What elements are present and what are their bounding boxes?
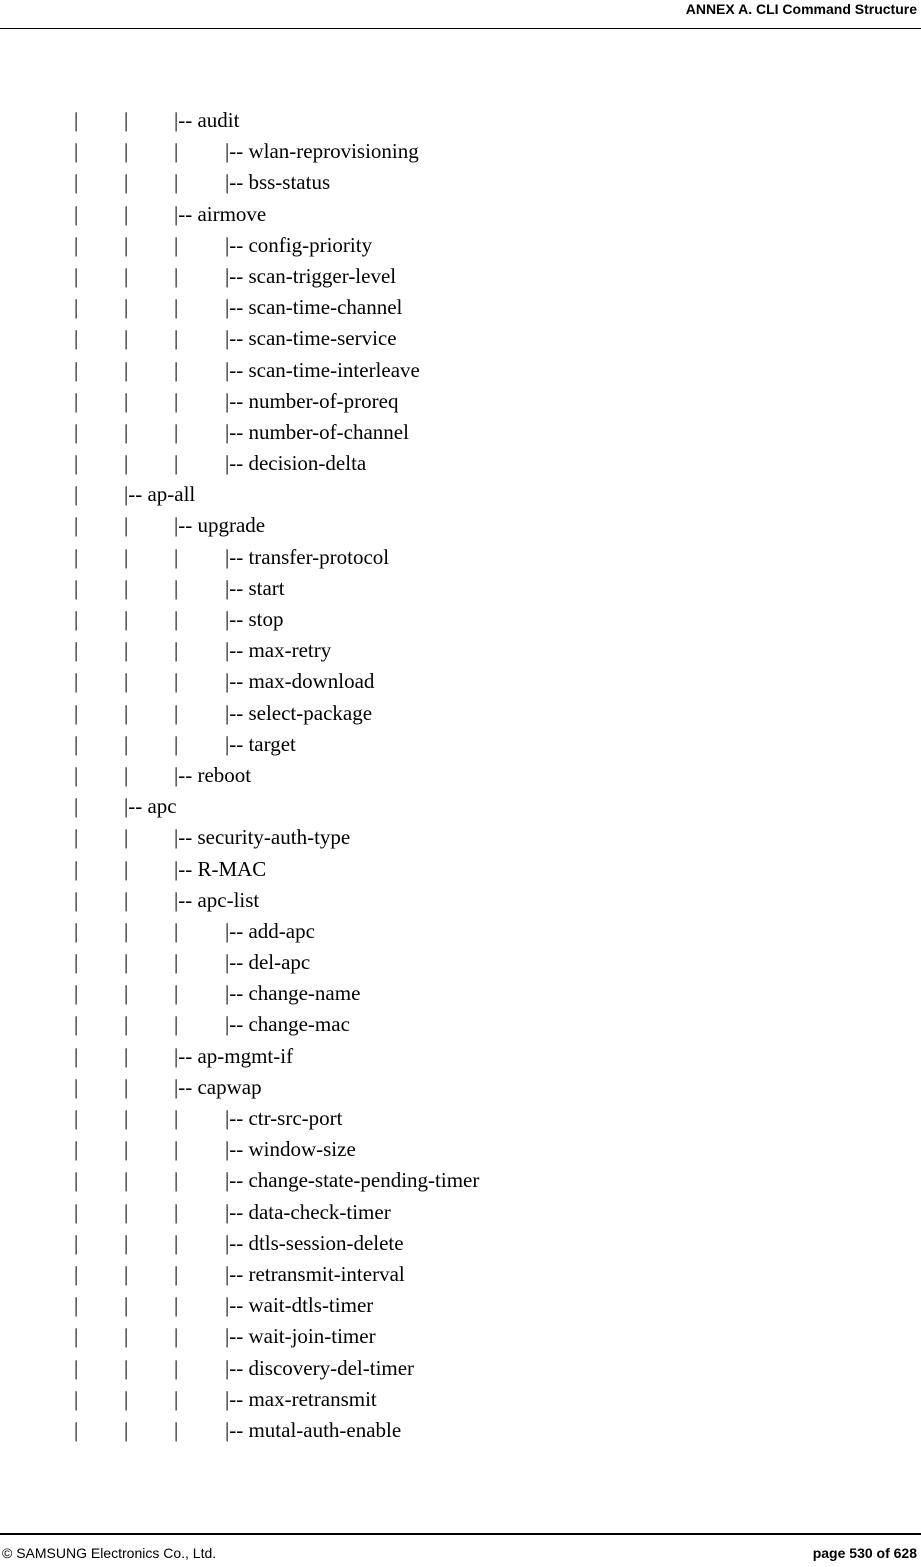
branch-prefix: |-- — [225, 357, 249, 382]
tree-guide: | — [124, 419, 129, 444]
tree-branch — [225, 136, 419, 167]
branch-prefix: |-- — [225, 295, 249, 320]
tree-line — [0, 1165, 921, 1196]
command-name: change-mac — [248, 1012, 350, 1037]
tree-guide: | — [124, 1230, 129, 1255]
tree-line — [0, 323, 921, 354]
command-name: ctr-src-port — [248, 1106, 343, 1130]
branch-prefix: |-- — [225, 1106, 249, 1130]
tree-branch — [225, 261, 396, 292]
tree-guide: | — [174, 700, 179, 725]
tree-guide: | — [124, 669, 129, 694]
tree-guide: | — [124, 607, 129, 631]
branch-prefix: |-- — [124, 482, 148, 507]
tree-guide: | — [74, 139, 79, 164]
tree-line — [0, 916, 921, 947]
branch-prefix: |-- — [225, 170, 249, 195]
tree-line — [0, 760, 921, 791]
tree-guide: | — [74, 638, 79, 663]
tree-branch — [225, 1384, 377, 1415]
tree-line — [0, 1228, 921, 1259]
tree-guide: | — [124, 1417, 129, 1442]
tree-line — [0, 822, 921, 853]
tree-line — [0, 604, 921, 635]
tree-branch — [225, 230, 372, 261]
tree-guide: | — [124, 513, 129, 538]
tree-guide: | — [174, 1230, 179, 1255]
branch-prefix: |-- — [174, 1074, 198, 1099]
tree-guide: | — [124, 762, 129, 787]
tree-line — [0, 1072, 921, 1103]
branch-prefix: |-- — [225, 419, 249, 444]
tree-guide: | — [174, 388, 179, 413]
command-name: mutal-auth-enable — [248, 1417, 402, 1442]
tree-branch — [225, 355, 420, 386]
tree-guide: | — [74, 1012, 79, 1037]
tree-line — [0, 448, 921, 479]
command-name: apc-list — [197, 887, 260, 912]
branch-prefix: |-- — [174, 513, 198, 538]
tree-line — [0, 1259, 921, 1290]
tree-branch — [225, 386, 398, 417]
tree-branch — [225, 604, 283, 635]
tree-guide: | — [74, 1324, 79, 1349]
tree-line — [0, 729, 921, 760]
branch-prefix: |-- — [225, 575, 249, 600]
command-name: discovery-del-timer — [248, 1355, 415, 1380]
tree-guide: | — [74, 1293, 79, 1318]
branch-prefix: |-- — [225, 1168, 249, 1193]
tree-guide: | — [124, 139, 129, 164]
tree-guide: | — [74, 1043, 79, 1068]
branch-prefix: |-- — [174, 762, 198, 787]
tree-line — [0, 417, 921, 448]
branch-prefix: |-- — [225, 638, 249, 663]
tree-branch — [225, 323, 397, 354]
tree-guide: | — [74, 1168, 79, 1193]
tree-line — [0, 885, 921, 916]
tree-guide: | — [74, 1137, 79, 1162]
command-name: reboot — [197, 762, 252, 787]
tree-branch — [225, 947, 310, 978]
tree-guide: | — [74, 326, 79, 351]
command-name: wlan-reprovisioning — [248, 139, 419, 164]
branch-prefix: |-- — [225, 1199, 249, 1224]
tree-guide: | — [74, 1230, 79, 1255]
tree-line — [0, 1009, 921, 1040]
tree-guide: | — [124, 856, 129, 881]
command-name: airmove — [197, 201, 267, 226]
tree-branch — [225, 729, 296, 760]
tree-guide: | — [174, 263, 179, 288]
tree-guide: | — [174, 1324, 179, 1349]
branch-prefix: |-- — [225, 1012, 249, 1037]
tree-branch — [225, 635, 331, 666]
tree-line — [0, 1353, 921, 1384]
tree-guide: | — [124, 170, 129, 195]
tree-line — [0, 978, 921, 1009]
tree-guide: | — [74, 513, 79, 538]
tree-guide: | — [74, 201, 79, 226]
tree-line — [0, 1415, 921, 1446]
tree-guide: | — [74, 1199, 79, 1224]
tree-guide: | — [174, 1293, 179, 1318]
tree-guide: | — [74, 482, 79, 507]
tree-line — [0, 1290, 921, 1321]
tree-guide: | — [124, 1043, 129, 1068]
tree-guide: | — [124, 638, 129, 663]
command-name: scan-trigger-level — [248, 263, 397, 288]
tree-guide: | — [74, 232, 79, 257]
tree-guide: | — [74, 1261, 79, 1286]
command-name: select-package — [248, 700, 373, 725]
tree-guide: | — [74, 170, 79, 195]
command-name: upgrade — [197, 513, 266, 538]
tree-line — [0, 698, 921, 729]
tree-line — [0, 1134, 921, 1165]
tree-guide: | — [124, 731, 129, 756]
tree-guide: | — [174, 950, 179, 975]
branch-prefix: |-- — [225, 607, 249, 631]
command-name: scan-time-interleave — [248, 357, 420, 382]
command-name: scan-time-service — [248, 326, 397, 351]
tree-line — [0, 199, 921, 230]
command-name: number-of-proreq — [248, 388, 399, 413]
command-name: apc — [147, 794, 177, 819]
page-footer — [0, 1533, 921, 1567]
command-name: del-apc — [248, 950, 311, 975]
tree-guide: | — [124, 295, 129, 320]
tree-guide: | — [124, 825, 129, 850]
tree-branch — [225, 167, 330, 198]
tree-guide: | — [74, 1106, 79, 1130]
command-name: decision-delta — [248, 451, 367, 476]
branch-prefix: |-- — [225, 544, 249, 569]
command-name: ap-mgmt-if — [197, 1043, 294, 1068]
tree-guide: | — [174, 1168, 179, 1193]
command-name: audit — [197, 108, 240, 132]
tree-guide: | — [74, 108, 79, 132]
tree-guide: | — [74, 950, 79, 975]
tree-guide: | — [124, 326, 129, 351]
tree-branch — [174, 1072, 262, 1103]
tree-guide: | — [74, 295, 79, 320]
tree-guide: | — [124, 575, 129, 600]
tree-branch — [225, 573, 285, 604]
tree-guide: | — [124, 1074, 129, 1099]
command-name: R-MAC — [197, 856, 267, 881]
tree-branch — [225, 1197, 391, 1228]
tree-branch — [225, 1103, 342, 1134]
tree-branch — [174, 1041, 293, 1072]
tree-line — [0, 1197, 921, 1228]
tree-branch — [225, 1415, 401, 1446]
tree-guide: | — [74, 575, 79, 600]
branch-prefix: |-- — [124, 794, 148, 819]
tree-guide: | — [74, 1074, 79, 1099]
tree-guide: | — [124, 981, 129, 1006]
tree-line — [0, 854, 921, 885]
tree-guide: | — [124, 1199, 129, 1224]
command-name: wait-join-timer — [248, 1324, 376, 1349]
tree-guide: | — [74, 419, 79, 444]
tree-branch — [225, 1353, 414, 1384]
tree-line — [0, 136, 921, 167]
tree-branch — [174, 510, 265, 541]
branch-prefix: |-- — [225, 981, 249, 1006]
tree-branch — [124, 479, 195, 510]
branch-prefix: |-- — [174, 856, 198, 881]
tree-line — [0, 230, 921, 261]
tree-guide: | — [74, 451, 79, 476]
branch-prefix: |-- — [174, 201, 198, 226]
tree-guide: | — [174, 295, 179, 320]
branch-prefix: |-- — [225, 451, 249, 476]
branch-prefix: |-- — [174, 108, 198, 132]
tree-branch — [225, 916, 315, 947]
command-name: start — [248, 575, 285, 600]
tree-guide: | — [174, 170, 179, 195]
branch-prefix: |-- — [225, 669, 249, 694]
command-name: add-apc — [248, 918, 315, 943]
tree-branch — [174, 760, 251, 791]
tree-guide: | — [174, 575, 179, 600]
tree-guide: | — [174, 1417, 179, 1442]
tree-guide: | — [124, 918, 129, 943]
tree-guide: | — [74, 388, 79, 413]
command-name: scan-time-channel — [248, 295, 403, 320]
tree-branch — [225, 417, 409, 448]
tree-guide: | — [174, 607, 179, 631]
tree-guide: | — [74, 263, 79, 288]
tree-line — [0, 167, 921, 198]
tree-guide: | — [124, 1293, 129, 1318]
tree-guide: | — [74, 825, 79, 850]
tree-guide: | — [124, 1012, 129, 1037]
command-name: retransmit-interval — [248, 1261, 405, 1286]
branch-prefix: |-- — [225, 731, 249, 756]
tree-branch — [225, 1228, 404, 1259]
header-title: ANNEX A. CLI Command Structure — [685, 1, 917, 17]
tree-line — [0, 1384, 921, 1415]
tree-guide: | — [124, 1386, 129, 1411]
tree-line — [0, 105, 921, 136]
tree-branch — [225, 1321, 376, 1352]
tree-guide: | — [124, 201, 129, 226]
tree-guide: | — [124, 1355, 129, 1380]
footer-page-number: page 530 of 628 — [812, 1545, 917, 1561]
tree-line — [0, 666, 921, 697]
branch-prefix: |-- — [225, 1417, 249, 1442]
command-name: max-retry — [248, 638, 332, 663]
tree-guide: | — [124, 887, 129, 912]
tree-branch — [225, 666, 374, 697]
tree-guide: | — [74, 794, 79, 819]
tree-guide: | — [174, 1355, 179, 1380]
tree-branch — [174, 822, 350, 853]
tree-branch — [174, 885, 259, 916]
branch-prefix: |-- — [174, 1043, 198, 1068]
tree-line — [0, 261, 921, 292]
tree-guide: | — [124, 1137, 129, 1162]
tree-branch — [174, 199, 266, 230]
tree-guide: | — [174, 419, 179, 444]
branch-prefix: |-- — [225, 950, 249, 975]
tree-line — [0, 573, 921, 604]
tree-guide: | — [124, 451, 129, 476]
page-header — [0, 0, 921, 29]
command-name: target — [248, 731, 296, 756]
branch-prefix: |-- — [225, 139, 249, 164]
tree-branch — [225, 292, 402, 323]
branch-prefix: |-- — [225, 918, 249, 943]
tree-branch — [225, 1009, 350, 1040]
tree-guide: | — [174, 232, 179, 257]
tree-guide: | — [174, 357, 179, 382]
branch-prefix: |-- — [225, 263, 249, 288]
tree-guide: | — [174, 1012, 179, 1037]
branch-prefix: |-- — [225, 326, 249, 351]
command-name: max-retransmit — [248, 1386, 377, 1411]
tree-guide: | — [174, 1137, 179, 1162]
tree-branch — [225, 978, 360, 1009]
tree-guide: | — [74, 762, 79, 787]
branch-prefix: |-- — [225, 1324, 249, 1349]
tree-line — [0, 510, 921, 541]
tree-line — [0, 791, 921, 822]
tree-guide: | — [174, 669, 179, 694]
tree-line — [0, 1041, 921, 1072]
tree-branch — [174, 854, 266, 885]
tree-line — [0, 947, 921, 978]
tree-guide: | — [174, 918, 179, 943]
tree-guide: | — [74, 669, 79, 694]
branch-prefix: |-- — [225, 1261, 249, 1286]
tree-guide: | — [174, 1199, 179, 1224]
tree-guide: | — [124, 232, 129, 257]
command-name: data-check-timer — [248, 1199, 391, 1224]
command-name: config-priority — [248, 232, 373, 257]
tree-guide: | — [174, 731, 179, 756]
command-name: stop — [248, 607, 284, 631]
tree-line — [0, 1321, 921, 1352]
tree-branch — [225, 698, 372, 729]
tree-guide: | — [74, 700, 79, 725]
tree-guide: | — [74, 1386, 79, 1411]
tree-guide: | — [74, 887, 79, 912]
tree-guide: | — [74, 1417, 79, 1442]
command-name: bss-status — [248, 170, 331, 195]
tree-guide: | — [174, 326, 179, 351]
tree-guide: | — [74, 856, 79, 881]
branch-prefix: |-- — [225, 1386, 249, 1411]
tree-line — [0, 355, 921, 386]
tree-guide: | — [174, 139, 179, 164]
tree-line — [0, 386, 921, 417]
command-name: number-of-channel — [248, 419, 409, 444]
tree-guide: | — [74, 544, 79, 569]
command-name: wait-dtls-timer — [248, 1293, 374, 1318]
footer-copyright: © SAMSUNG Electronics Co., Ltd. — [2, 1545, 217, 1561]
command-name: capwap — [197, 1074, 262, 1099]
tree-guide: | — [124, 950, 129, 975]
branch-prefix: |-- — [174, 887, 198, 912]
tree-branch — [225, 542, 389, 573]
branch-prefix: |-- — [225, 1355, 249, 1380]
tree-line — [0, 292, 921, 323]
tree-guide: | — [124, 388, 129, 413]
tree-guide: | — [174, 1386, 179, 1411]
tree-guide: | — [124, 263, 129, 288]
tree-line — [0, 1103, 921, 1134]
tree-guide: | — [174, 1106, 179, 1130]
branch-prefix: |-- — [174, 825, 198, 850]
tree-line — [0, 479, 921, 510]
tree-guide: | — [174, 638, 179, 663]
tree-branch — [225, 1165, 479, 1196]
branch-prefix: |-- — [225, 388, 249, 413]
branch-prefix: |-- — [225, 700, 249, 725]
tree-guide: | — [174, 981, 179, 1006]
tree-branch — [174, 105, 239, 136]
tree-guide: | — [74, 607, 79, 631]
tree-guide: | — [124, 700, 129, 725]
command-name: ap-all — [147, 482, 196, 507]
tree-branch — [124, 791, 177, 822]
tree-guide: | — [174, 1261, 179, 1286]
branch-prefix: |-- — [225, 232, 249, 257]
tree-guide: | — [174, 544, 179, 569]
tree-guide: | — [124, 1168, 129, 1193]
command-name: change-state-pending-timer — [248, 1168, 480, 1193]
cli-command-tree — [0, 105, 921, 1446]
tree-guide: | — [124, 1261, 129, 1286]
branch-prefix: |-- — [225, 1230, 249, 1255]
command-name: security-auth-type — [197, 825, 351, 850]
command-name: change-name — [248, 981, 361, 1006]
tree-line — [0, 635, 921, 666]
tree-branch — [225, 1259, 405, 1290]
tree-guide: | — [74, 1355, 79, 1380]
tree-branch — [225, 1290, 373, 1321]
tree-guide: | — [74, 918, 79, 943]
tree-guide: | — [124, 1324, 129, 1349]
tree-guide: | — [74, 357, 79, 382]
branch-prefix: |-- — [225, 1293, 249, 1318]
tree-guide: | — [74, 981, 79, 1006]
tree-guide: | — [174, 451, 179, 476]
tree-guide: | — [124, 1106, 129, 1130]
command-name: transfer-protocol — [248, 544, 390, 569]
tree-branch — [225, 448, 366, 479]
command-name: max-download — [248, 669, 375, 694]
command-name: window-size — [248, 1137, 356, 1162]
tree-guide: | — [124, 544, 129, 569]
branch-prefix: |-- — [225, 1137, 249, 1162]
tree-guide: | — [124, 357, 129, 382]
command-name: dtls-session-delete — [248, 1230, 404, 1255]
tree-branch — [225, 1134, 356, 1165]
tree-line — [0, 542, 921, 573]
tree-guide: | — [74, 731, 79, 756]
tree-guide: | — [124, 108, 129, 132]
